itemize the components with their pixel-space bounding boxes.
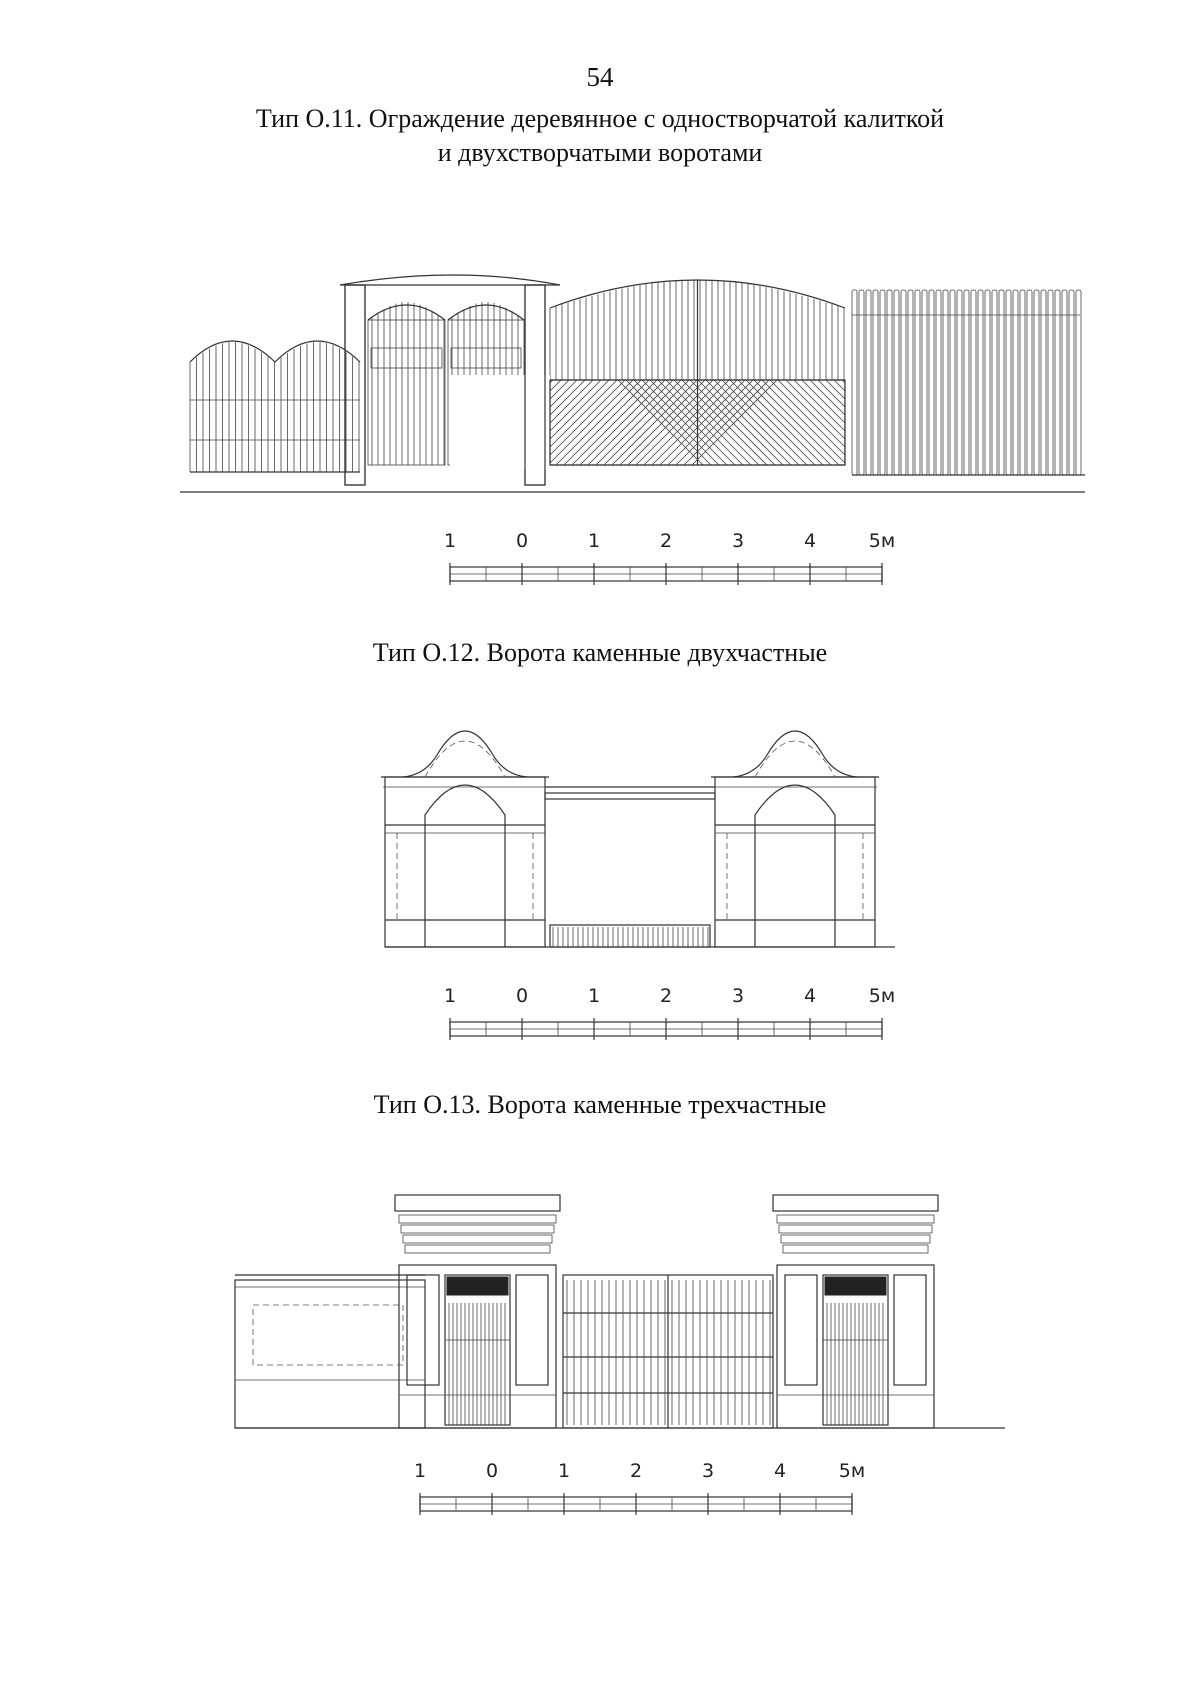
- scale-label: 5м: [868, 985, 896, 1007]
- scale-label: 0: [515, 530, 529, 552]
- scale-label: 1: [557, 1460, 571, 1482]
- scale-label: 3: [701, 1460, 715, 1482]
- scale-label: 2: [629, 1460, 643, 1482]
- scale-label: 4: [803, 985, 817, 1007]
- section-2-title: [0, 636, 1200, 670]
- scale-label: 3: [731, 985, 745, 1007]
- section-2-title-line-1: Тип О.12. Ворота каменные двухчастные: [372, 638, 828, 667]
- scale-label: 1: [587, 985, 601, 1007]
- scale-label: 3: [731, 530, 745, 552]
- section-1-title-line-2: и двухстворчатыми воротами: [437, 138, 763, 167]
- scale-label: 0: [485, 1460, 499, 1482]
- page-number: 54: [586, 62, 614, 92]
- section-1-title: [0, 102, 1200, 170]
- scale-label: 1: [443, 530, 457, 552]
- scale-bar-3: [400, 1455, 870, 1525]
- scale-label: 4: [773, 1460, 787, 1482]
- wooden-fence-drawing: [180, 280, 1100, 500]
- scale-bar-2: [430, 980, 900, 1050]
- section-1-title-line-1: Тип О.11. Ограждение деревянное с одностворчатой калиткой: [255, 104, 945, 133]
- scale-label: 1: [413, 1460, 427, 1482]
- scale-label: 1: [587, 530, 601, 552]
- scale-label: 5м: [838, 1460, 866, 1482]
- scale-label: 1: [443, 985, 457, 1007]
- section-3-title-line-1: Тип О.13. Ворота каменные трехчастные: [373, 1090, 827, 1119]
- scale-bar-1: [430, 525, 900, 595]
- stone-gate-two-part-drawing: [385, 715, 905, 955]
- section-3-title: [0, 1088, 1200, 1122]
- stone-gate-three-part-drawing: [235, 1195, 1015, 1435]
- scale-label: 2: [659, 985, 673, 1007]
- scale-label: 2: [659, 530, 673, 552]
- scale-label: 4: [803, 530, 817, 552]
- scale-label: 5м: [868, 530, 896, 552]
- scale-label: 0: [515, 985, 529, 1007]
